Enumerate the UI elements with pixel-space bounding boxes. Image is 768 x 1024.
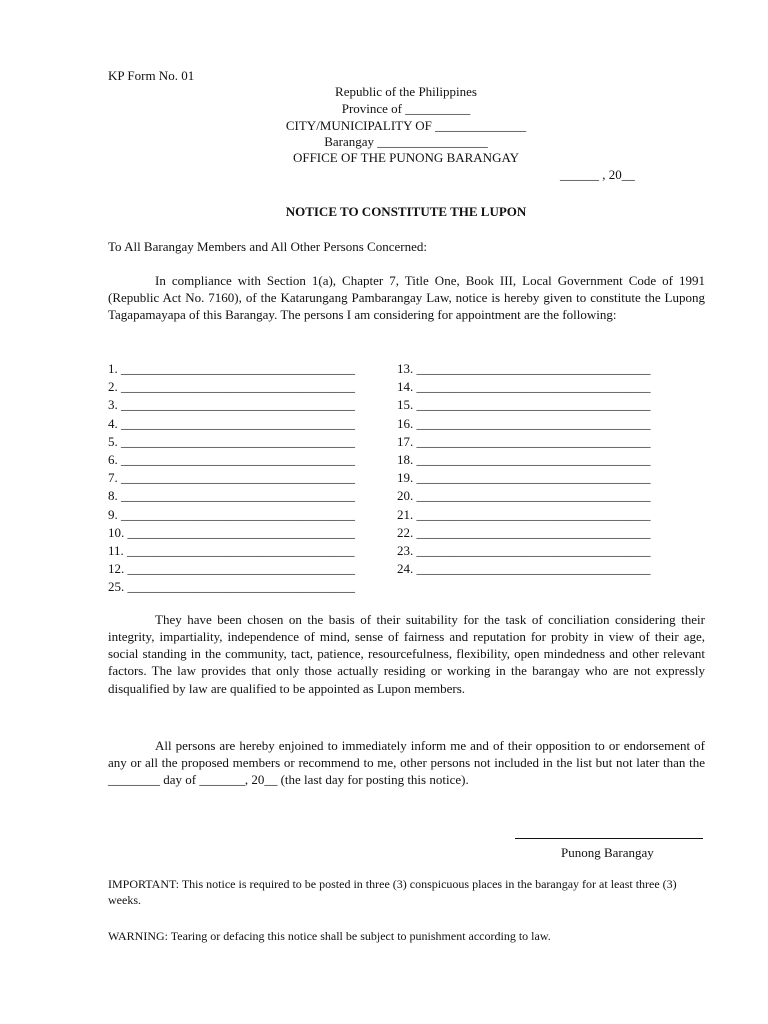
list-item: 7. ____________________________________ bbox=[108, 470, 355, 486]
form-number: KP Form No. 01 bbox=[108, 68, 195, 83]
date-line: ______ , 20__ bbox=[560, 167, 635, 182]
list-item: 10. ___________________________________ bbox=[108, 524, 355, 540]
appointee-list-left bbox=[108, 360, 355, 596]
opposition-paragraph-text: All persons are hereby enjoined to immediately inform me and of their opposition to or endorsement of any or all the proposed members or recommend to me, other persons not included in the list but not later than the ________ day of _______, 20__ (the last day for posting this notice). bbox=[108, 738, 705, 788]
header-office: OFFICE OF THE PUNONG BARANGAY bbox=[292, 150, 520, 165]
list-item: 12. ___________________________________ bbox=[108, 561, 355, 577]
selection-paragraph-text: They have been chosen on the basis of their suitability for the task of conciliation considering their integrity, impartiality, independence of mind, sense of fairness and reputation for probity in view of their age, social standing in the community, tact, patience, resourcefulness, flexibility, open mindedness and other relevant factors. The law provides that only those actually residing or working in the barangay who are not expressly disqualified by law are qualified to be appointed as Lupon members. bbox=[108, 612, 705, 696]
list-item: 19. ____________________________________ bbox=[397, 470, 651, 486]
selection-paragraph bbox=[108, 611, 705, 697]
list-item: 25. ___________________________________ bbox=[108, 579, 355, 595]
header-barangay: Barangay _________________ bbox=[324, 134, 488, 149]
list-item: 20. ____________________________________ bbox=[397, 488, 651, 504]
intro-paragraph bbox=[108, 272, 705, 323]
list-item: 11. ___________________________________ bbox=[108, 542, 355, 558]
list-item: 13. ____________________________________ bbox=[397, 361, 651, 376]
list-item: 18. ____________________________________ bbox=[397, 451, 651, 467]
list-item: 16. ____________________________________ bbox=[397, 415, 651, 431]
list-item: 21. ____________________________________ bbox=[397, 506, 651, 522]
list-item: 5. ____________________________________ bbox=[108, 433, 355, 449]
appointee-list-right bbox=[397, 360, 651, 578]
header-province: Province of __________ bbox=[341, 101, 471, 116]
list-item: 17. ____________________________________ bbox=[397, 433, 651, 449]
list-item: 9. ____________________________________ bbox=[108, 506, 355, 522]
list-item: 8. ____________________________________ bbox=[108, 488, 355, 504]
list-item: 23. ____________________________________ bbox=[397, 542, 651, 558]
opposition-paragraph bbox=[108, 737, 705, 788]
list-item: 4. ____________________________________ bbox=[108, 415, 355, 431]
list-item: 24. ____________________________________ bbox=[397, 561, 651, 577]
warning-note: WARNING: Tearing or defacing this notice shall be subject to punishment according to law. bbox=[108, 929, 551, 943]
list-item: 2. ____________________________________ bbox=[108, 379, 355, 395]
list-item: 3. ____________________________________ bbox=[108, 397, 355, 413]
notice-title: NOTICE TO CONSTITUTE THE LUPON bbox=[285, 204, 527, 219]
list-item: 6. ____________________________________ bbox=[108, 451, 355, 467]
list-item: 14. ____________________________________ bbox=[397, 379, 651, 395]
signature-label: Punong Barangay bbox=[561, 845, 654, 860]
intro-paragraph-text: In compliance with Section 1(a), Chapter 7, Title One, Book III, Local Government Code of 1991 (Republic Act No. 7160), of the Katarungang Pambarangay Law, notice is hereby given to constitute the Lupong Tagapamayapa of this Barangay. The persons I am considering for appointment are the following: bbox=[108, 273, 705, 323]
header-republic: Republic of the Philippines bbox=[335, 84, 477, 99]
important-note: IMPORTANT: This notice is required to be posted in three (3) conspicuous places in the barangay for at least three (3) weeks. bbox=[108, 877, 677, 907]
list-item: 22. ____________________________________ bbox=[397, 524, 651, 540]
list-item: 15. ____________________________________ bbox=[397, 397, 651, 413]
salutation: To All Barangay Members and All Other Persons Concerned: bbox=[108, 239, 427, 254]
signature-line bbox=[515, 838, 703, 839]
list-item: 1. ____________________________________ bbox=[108, 361, 355, 376]
header-city: CITY/MUNICIPALITY OF ______________ bbox=[285, 118, 527, 133]
